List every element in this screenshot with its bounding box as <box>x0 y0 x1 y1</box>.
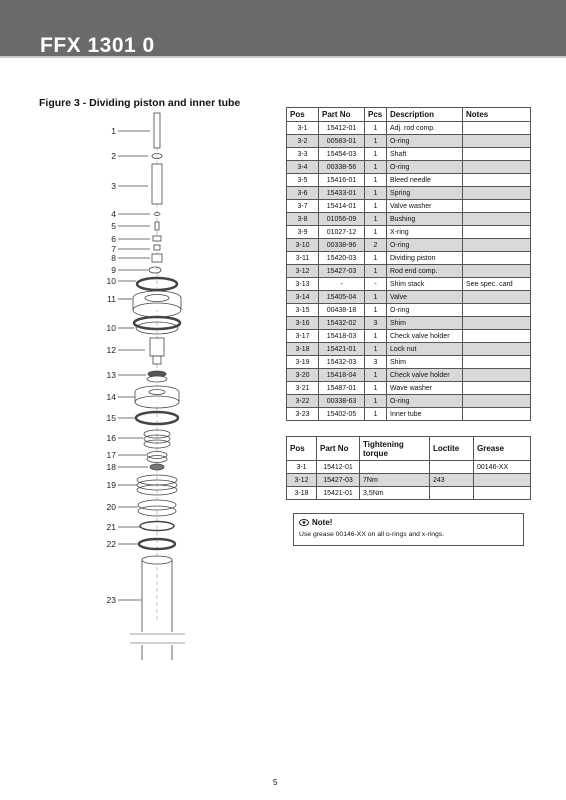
table-cell: 3-14 <box>287 291 319 304</box>
table-cell: 01056-09 <box>319 213 365 226</box>
table-cell: 1 <box>365 382 387 395</box>
callout-20: 20 <box>106 502 116 512</box>
table-cell: Spring <box>387 187 463 200</box>
table-cell: 1 <box>365 200 387 213</box>
table-row <box>287 395 531 408</box>
parts-table-header <box>287 108 531 122</box>
table-cell <box>360 461 430 474</box>
table-cell: Shim <box>387 317 463 330</box>
table-cell: 3-2 <box>287 135 319 148</box>
table-cell: 3-6 <box>287 187 319 200</box>
table-cell: 3,5Nm <box>360 487 430 500</box>
table-cell: - <box>365 278 387 291</box>
callout-19: 19 <box>106 480 116 490</box>
table-cell: 1 <box>365 408 387 421</box>
table-cell: 15414-01 <box>319 200 365 213</box>
table-cell: 3-15 <box>287 304 319 317</box>
callout-10a: 10 <box>106 276 116 286</box>
callout-4: 4 <box>111 209 116 219</box>
table-cell: 3-1 <box>287 461 317 474</box>
callout-2: 2 <box>111 151 116 161</box>
table-cell <box>463 148 531 161</box>
table-cell: 15418-04 <box>319 369 365 382</box>
column-header-pcs: Pcs <box>365 108 387 122</box>
table-cell: 15421-01 <box>319 343 365 356</box>
parts-table <box>286 107 531 421</box>
table-cell: Inner tube <box>387 408 463 421</box>
table-cell: 01027-12 <box>319 226 365 239</box>
callout-8: 8 <box>111 253 116 263</box>
table-cell: Lock nut <box>387 343 463 356</box>
table-cell: O-ring <box>387 395 463 408</box>
table-cell: 1 <box>365 213 387 226</box>
table-row <box>287 487 531 500</box>
table-cell <box>463 356 531 369</box>
table-cell: 15432-02 <box>319 317 365 330</box>
table-row <box>287 291 531 304</box>
table-cell: 1 <box>365 122 387 135</box>
table-cell: Shaft <box>387 148 463 161</box>
table-cell: 00583-01 <box>319 135 365 148</box>
table-cell: 00338-56 <box>319 161 365 174</box>
table-cell: 3-16 <box>287 317 319 330</box>
table-cell: Valve washer <box>387 200 463 213</box>
table-cell: 1 <box>365 187 387 200</box>
table-row <box>287 356 531 369</box>
callout-15: 15 <box>106 413 116 423</box>
table-row <box>287 239 531 252</box>
table-row <box>287 278 531 291</box>
callout-23: 23 <box>106 595 116 605</box>
table-cell: 15433-01 <box>319 187 365 200</box>
column-header-loctite: Loctite <box>430 437 474 461</box>
table-cell: 3-1 <box>287 122 319 135</box>
table-cell <box>463 317 531 330</box>
header-band <box>0 0 566 58</box>
table-cell: 3-21 <box>287 382 319 395</box>
table-cell: 3-8 <box>287 213 319 226</box>
table-cell: 1 <box>365 174 387 187</box>
table-cell: 7Nm <box>360 474 430 487</box>
eye-icon <box>299 519 309 526</box>
table-row <box>287 122 531 135</box>
table-row <box>287 226 531 239</box>
table-row <box>287 343 531 356</box>
table-cell: 3-18 <box>287 343 319 356</box>
table-cell <box>474 474 531 487</box>
table-cell <box>463 213 531 226</box>
page-number: 5 <box>273 778 278 787</box>
table-cell: 3-7 <box>287 200 319 213</box>
callout-17: 17 <box>106 450 116 460</box>
table-cell: 15421-01 <box>317 487 360 500</box>
table-cell <box>430 461 474 474</box>
table-cell: 3-12 <box>287 265 319 278</box>
table-cell <box>463 408 531 421</box>
callout-7: 7 <box>111 244 116 254</box>
table-row <box>287 265 531 278</box>
table-cell: 1 <box>365 291 387 304</box>
table-cell <box>463 226 531 239</box>
column-header-description: Description <box>387 108 463 122</box>
table-cell <box>463 291 531 304</box>
callout-10b: 10 <box>106 323 116 333</box>
table-row <box>287 252 531 265</box>
column-header-pos: Pos <box>287 108 319 122</box>
note-text: Use grease 00146-XX on all o-rings and x-rings. <box>299 531 445 538</box>
table-row <box>287 213 531 226</box>
document-title: FFX 1301 0 <box>40 34 155 57</box>
table-cell: 15405-04 <box>319 291 365 304</box>
table-cell <box>463 265 531 278</box>
table-cell <box>463 174 531 187</box>
table-cell: 1 <box>365 148 387 161</box>
table-cell <box>463 239 531 252</box>
table-cell: 1 <box>365 161 387 174</box>
column-header-pos: Pos <box>287 437 317 461</box>
table-cell: 3-12 <box>287 474 317 487</box>
table-cell: 1 <box>365 343 387 356</box>
table-cell: 3-11 <box>287 252 319 265</box>
table-cell: Adj. rod comp. <box>387 122 463 135</box>
table-row <box>287 330 531 343</box>
table-cell: 15418-03 <box>319 330 365 343</box>
table-cell <box>463 395 531 408</box>
table-cell <box>474 487 531 500</box>
table-cell: 00438-18 <box>319 304 365 317</box>
table-cell: Shim <box>387 356 463 369</box>
table-cell <box>463 330 531 343</box>
table-cell: 3-20 <box>287 369 319 382</box>
table-cell: 1 <box>365 369 387 382</box>
table-cell <box>463 135 531 148</box>
callout-22: 22 <box>106 539 116 549</box>
torque-table-header <box>287 437 531 461</box>
table-cell: 3-13 <box>287 278 319 291</box>
table-cell: 00338-63 <box>319 395 365 408</box>
table-cell <box>463 122 531 135</box>
table-cell: 15432-03 <box>319 356 365 369</box>
column-header-grease: Grease <box>474 437 531 461</box>
table-cell: 3-23 <box>287 408 319 421</box>
table-cell: Check valve holder <box>387 330 463 343</box>
table-cell: 1 <box>365 330 387 343</box>
table-cell: 3-3 <box>287 148 319 161</box>
table-cell: 3-18 <box>287 487 317 500</box>
table-cell: 3 <box>365 356 387 369</box>
table-cell: 15454-03 <box>319 148 365 161</box>
table-cell <box>463 200 531 213</box>
note-box <box>293 513 524 546</box>
table-cell <box>463 382 531 395</box>
column-header-part-no: Part No <box>317 437 360 461</box>
table-row <box>287 461 531 474</box>
table-cell <box>463 187 531 200</box>
table-cell: 1 <box>365 395 387 408</box>
table-row <box>287 174 531 187</box>
table-row <box>287 369 531 382</box>
table-cell: 00146-XX <box>474 461 531 474</box>
table-cell: 3-17 <box>287 330 319 343</box>
exploded-drawing <box>0 100 280 660</box>
table-cell: 3-5 <box>287 174 319 187</box>
callout-16: 16 <box>106 433 116 443</box>
table-cell <box>463 343 531 356</box>
table-cell: 15487-01 <box>319 382 365 395</box>
callout-5: 5 <box>111 221 116 231</box>
callout-18: 18 <box>106 462 116 472</box>
table-cell: Bushing <box>387 213 463 226</box>
callout-1: 1 <box>111 126 116 136</box>
table-row <box>287 304 531 317</box>
column-header-part-no: Part No <box>319 108 365 122</box>
table-row <box>287 148 531 161</box>
table-cell: 3-22 <box>287 395 319 408</box>
note-title: Note! <box>312 518 333 527</box>
table-cell: 3-19 <box>287 356 319 369</box>
table-cell: Rod end comp. <box>387 265 463 278</box>
table-cell: 1 <box>365 304 387 317</box>
column-header-tightening-torque: Tightening torque <box>360 437 430 461</box>
figure-title: Figure 3 - Dividing piston and inner tube <box>39 97 241 109</box>
table-cell <box>463 252 531 265</box>
callout-21: 21 <box>106 522 116 532</box>
callout-11: 11 <box>107 294 116 304</box>
table-cell: 15420-03 <box>319 252 365 265</box>
callout-13: 13 <box>106 370 116 380</box>
table-cell: 15412-01 <box>319 122 365 135</box>
table-cell: Shim stack <box>387 278 463 291</box>
table-cell: - <box>319 278 365 291</box>
callout-9: 9 <box>111 265 116 275</box>
table-cell: 3 <box>365 317 387 330</box>
callout-14: 14 <box>106 392 116 402</box>
torque-table <box>286 436 531 500</box>
table-cell: 15427-03 <box>317 474 360 487</box>
torque-table-body <box>287 461 531 500</box>
table-cell: O-ring <box>387 135 463 148</box>
table-cell <box>463 369 531 382</box>
table-cell: Bleed needle <box>387 174 463 187</box>
callout-12: 12 <box>106 345 116 355</box>
table-cell: 1 <box>365 226 387 239</box>
table-row <box>287 200 531 213</box>
table-row <box>287 382 531 395</box>
table-cell: Valve <box>387 291 463 304</box>
table-cell: 15427-03 <box>319 265 365 278</box>
table-cell: Wave washer <box>387 382 463 395</box>
table-cell: 15416-01 <box>319 174 365 187</box>
table-cell: 00338-96 <box>319 239 365 252</box>
table-row <box>287 408 531 421</box>
parts-table-body <box>287 122 531 421</box>
table-cell <box>430 487 474 500</box>
table-row <box>287 187 531 200</box>
table-cell: 3-9 <box>287 226 319 239</box>
table-cell <box>463 304 531 317</box>
table-cell: 15402-05 <box>319 408 365 421</box>
table-cell: 1 <box>365 135 387 148</box>
table-cell: 1 <box>365 265 387 278</box>
table-cell: Dividing piston <box>387 252 463 265</box>
table-cell: See spec. card <box>463 278 531 291</box>
table-cell: O-ring <box>387 239 463 252</box>
callout-3: 3 <box>111 181 116 191</box>
table-cell: 3-10 <box>287 239 319 252</box>
table-row <box>287 135 531 148</box>
table-cell: Check valve holder <box>387 369 463 382</box>
table-cell: 2 <box>365 239 387 252</box>
table-cell: 1 <box>365 252 387 265</box>
table-cell: X-ring <box>387 226 463 239</box>
table-cell: 15412-01 <box>317 461 360 474</box>
table-row <box>287 317 531 330</box>
table-cell: 3-4 <box>287 161 319 174</box>
table-cell: O-ring <box>387 304 463 317</box>
table-cell: 243 <box>430 474 474 487</box>
table-cell: O-ring <box>387 161 463 174</box>
column-header-notes: Notes <box>463 108 531 122</box>
callout-6: 6 <box>111 234 116 244</box>
note-header <box>299 518 518 527</box>
table-row <box>287 474 531 487</box>
table-row <box>287 161 531 174</box>
table-cell <box>463 161 531 174</box>
